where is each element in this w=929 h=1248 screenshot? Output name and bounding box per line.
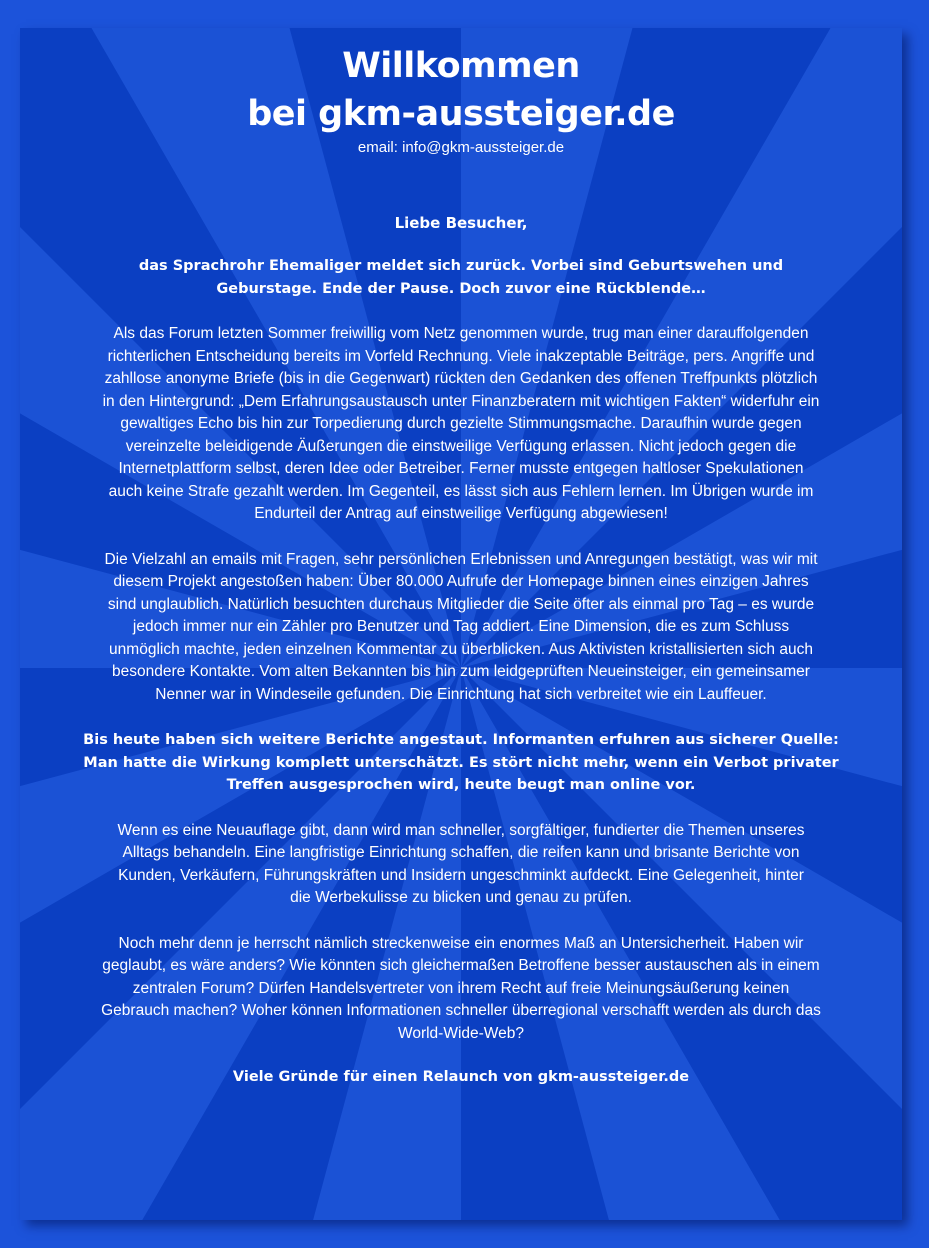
- paragraph-relaunch-plan: Wenn es eine Neuauflage gibt, dann wird man schneller, sorgfältiger, fundierter die Themen unseres Alltags behandeln. Eine langfristige Einrichtung schaffen, die reifen kann und brisante Berichte von Kunden, Verkäufern, Führungskräften und Insidern ungeschminkt aufdeckt. Eine Gelegenheit, hinter die Werbekulisse zu blicken und genau zu prüfen.: [117, 821, 805, 906]
- intro-text: das Sprachrohr Ehemaliger meldet sich zurück. Vorbei sind Geburtswehen und Geburstage. Ende der Pause. Doch zuvor eine Rückblende…: [138, 258, 784, 297]
- title-line-2: bei gkm-aussteiger.de: [247, 94, 675, 134]
- title-line-1: Willkommen: [342, 46, 580, 86]
- page-content: [20, 28, 902, 1088]
- closing-line: Viele Gründe für einen Relaunch von gkm-aussteiger.de: [232, 1069, 690, 1085]
- paragraph-highlight: Bis heute haben sich weitere Berichte angestaut. Informanten erfuhren aus sicherer Quelle: Man hatte die Wirkung komplett unterschätzt. Es stört nicht mehr, wenn ein Verbot privater Treffen ausgesprochen wird, heute beugt man online vor.: [83, 732, 839, 793]
- email-contact: email: info@gkm-aussteiger.de: [357, 139, 565, 156]
- content-panel: [20, 28, 902, 1220]
- page-title: [20, 42, 902, 138]
- greeting: Liebe Besucher,: [394, 214, 528, 232]
- paragraph-questions: Noch mehr denn je herrscht nämlich streckenweise ein enormes Maß an Untersicherheit. Haben wir geglaubt, es wäre anders? Wie könnten sich gleichermaßen Betroffene besser austauschen als in einem zentralen Forum? Dürfen Handelsvertreter von ihrem Recht auf freie Meinungsäußerung keinen Gebrauch machen? Woher können Informationen schneller überregional verschafft werden als durch das World-Wide-Web?: [101, 934, 821, 1042]
- paragraph-forum-history: Als das Forum letzten Sommer freiwillig vom Netz genommen wurde, trug man einer darauffolgenden richterlichen Entscheidung bereits im Vorfeld Rechnung. Viele inakzeptable Beiträge, pers. Angriffe und zahllose anonyme Briefe (bis in die Gegenwart) rückten den Gedanken des offenen Treffpunkts plötzlich in den Hintergrund: „Dem Erfahrungsaustausch unter Finanzberatern mit wichtigen Fakten“ widerfuhr ein gewaltiges Echo bis hin zur Torpedierung durch gezielte Stimmungsmache. Daraufhin wurde gegen vereinzelte beleidigende Äußerungen die einstweilige Verfügung erlassen. Nicht jedoch gegen die Internetplattform selbst, deren Idee oder Betreiber. Ferner musste entgegen haltloser Spekulationen auch keine Strafe gezahlt werden. Im Gegenteil, es lässt sich aus Fehlern lernen. Im Übrigen wurde im Endurteil der Antrag auf einstweilige Verfügung abgewiesen!: [102, 325, 820, 522]
- paragraph-success: Die Vielzahl an emails mit Fragen, sehr persönlichen Erlebnissen und Anregungen bestätigt, was wir mit diesem Projekt angestoßen haben: Über 80.000 Aufrufe der Homepage binnen eines einzigen Jahres sind unglaublich. Natürlich besuchten durchaus Mitglieder die Seite öfter als einmal pro Tag – es wurde jedoch immer nur ein Zähler pro Benutzer und Tag addiert. Eine Dimension, die es zum Schluss unmöglich machte, jeden einzelnen Kommentar zu überblicken. Aus Aktivisten kristallisierten sich auch besondere Kontakte. Vom alten Bekannten bis hin zum leidgeprüften Neueinsteiger, ein gemeinsamer Nenner war in Windeseile gefunden. Die Einrichtung hat sich verbreitet wie ein Lauffeuer.: [104, 550, 818, 703]
